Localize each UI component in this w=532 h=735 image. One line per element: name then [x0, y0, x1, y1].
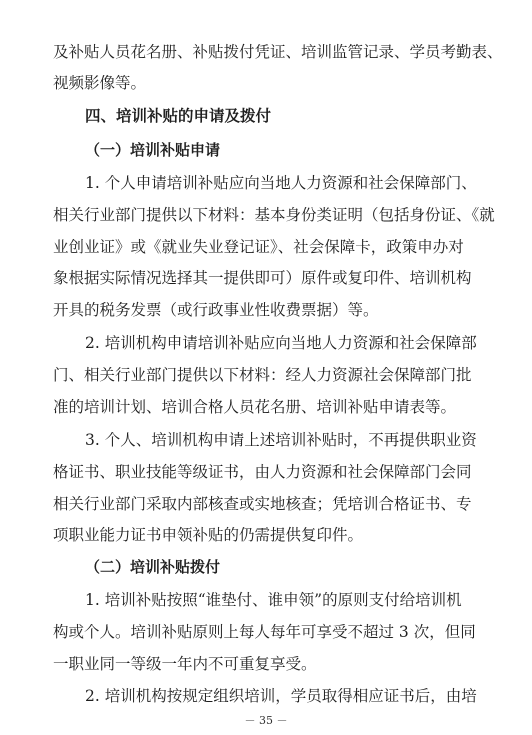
- section-heading: 四、培训补贴的申请及拨付: [85, 107, 272, 125]
- body-text-line: 一职业同一等级一年内不可重复享受。: [53, 655, 317, 673]
- body-text-line: 构或个人。培训补贴原则上每人每年可享受不超过 3 次，但同: [53, 623, 476, 641]
- page-number: － 35 －: [244, 714, 288, 727]
- body-text-line: 相关行业部门采取内部核查或实地核查；凭培训合格证书、专: [53, 495, 472, 513]
- body-text-line: 2. 培训机构申请培训补贴应向当地人力资源和社会保障部: [85, 334, 477, 352]
- body-text-line: 3. 个人、培训机构申请上述培训补贴时，不再提供职业资: [85, 431, 477, 449]
- subsection-heading: （二）培训补贴拨付: [85, 558, 221, 576]
- body-text-line: 2. 培训机构按规定组织培训，学员取得相应证书后，由培: [85, 687, 477, 705]
- body-text-line: 视频影像等。: [53, 74, 147, 92]
- body-text-line: 1. 个人申请培训补贴应向当地人力资源和社会保障部门、: [85, 174, 477, 192]
- body-text-line: 相关行业部门提供以下材料：基本身份类证明（包括身份证、《就: [53, 206, 495, 224]
- body-text-line: 开具的税务发票（或行政事业性收费票据）等。: [53, 301, 379, 319]
- body-text-line: 业创业证》或《就业失业登记证》、社会保障卡，政策申办对: [53, 238, 464, 256]
- body-text-line: 准的培训计划、培训合格人员花名册、培训补贴申请表等。: [53, 398, 457, 416]
- body-text-line: 及补贴人员花名册、补贴拨付凭证、培训监管记录、学员考勤表、: [53, 43, 503, 61]
- body-text-line: 1. 培训补贴按照“谁垫付、谁申领”的原则支付给培训机: [85, 591, 462, 609]
- subsection-heading: （一）培训补贴申请: [85, 141, 221, 159]
- body-text-line: 格证书、职业技能等级证书，由人力资源和社会保障部门会同: [53, 463, 472, 481]
- body-text-line: 门、相关行业部门提供以下材料：经人力资源社会保障部门批: [53, 366, 472, 384]
- body-text-line: 象根据实际情况选择其一提供即可）原件或复印件、培训机构: [53, 269, 472, 287]
- body-text-line: 项职业能力证书申领补贴的仍需提供复印件。: [53, 526, 364, 544]
